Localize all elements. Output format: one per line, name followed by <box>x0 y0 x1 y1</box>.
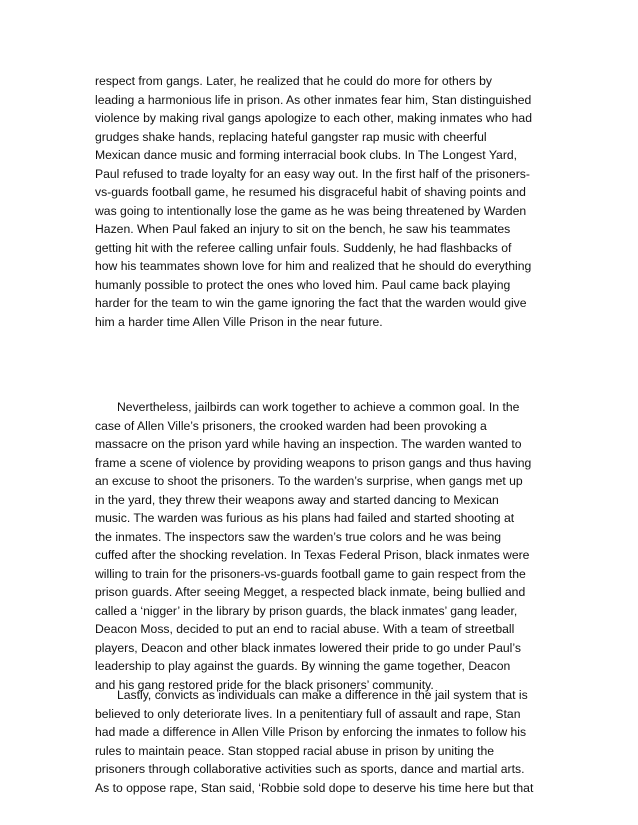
text-line: him a harder time Allen Ville Prison in the near future. <box>95 314 383 329</box>
text-line: music. The warden was furious as his plans had failed and started shooting at <box>95 511 515 525</box>
text-line: violence by making rival gangs apologize to each other, making inmates who had <box>95 111 532 125</box>
text-line: grudges shake hands, replacing hateful gangster rap music with cheerful <box>95 129 487 144</box>
text-line: As to oppose rape, Stan said, ‘Robbie sold dope to deserve his time here but that <box>95 780 534 795</box>
text-line: was going to intentionally lose the game as he was being threatened by Warden <box>95 203 527 218</box>
text-line: frame a scene of violence by providing weapons to prison gangs and thus having <box>95 455 532 470</box>
text-line: Paul refused to trade loyalty for an easy way out. In the first half of the prisoners- <box>95 166 530 181</box>
text-line: an excuse to shoot the prisoners. To the warden’s surprise, when gangs met up <box>95 474 523 488</box>
text-line: Lastly, convicts as individuals can make a difference in the jail system that is <box>117 688 528 702</box>
text-line: harder for the team to win the game ignoring the fact that the warden would give <box>95 296 527 310</box>
text-line: prisoners through collaborative activities such as sports, dance and martial arts. <box>95 762 525 776</box>
paragraph-1 <box>95 72 545 331</box>
text-line: massacre on the prison yard while having an inspection. The warden wanted to <box>95 437 522 451</box>
text-line: willing to train for the prisoners-vs-guards football game to gain respect from the <box>95 566 526 581</box>
text-line: players, Deacon and other black inmates lowered their pride to go under Paul’s <box>95 640 521 655</box>
text-line: leadership to play against the guards. By winning the game together, Deacon <box>95 659 511 673</box>
text-line: called a ‘nigger’ in the library by prison guards, the black inmates’ gang leader, <box>95 603 518 618</box>
text-line: had made a difference in Allen Ville Prison by enforcing the inmates to follow his <box>95 725 527 739</box>
text-line: Nevertheless, jailbirds can work together to achieve a common goal. In the <box>117 400 520 414</box>
text-line: in the yard, they threw their weapons away and started dancing to Mexican <box>95 492 499 507</box>
text-line: rules to maintain peace. Stan stopped racial abuse in prison by uniting the <box>95 743 495 758</box>
text-line: Hazen. When Paul faked an injury to sit on the bench, he saw his teammates <box>95 222 511 236</box>
text-line: how his teammates shown love for him and realized that he should do everything <box>95 259 532 273</box>
text-line: Mexican dance music and forming interracial book clubs. In The Longest Yard, <box>95 148 518 162</box>
text-line: believed to only deteriorate lives. In a penitentiary full of assault and rape, Stan <box>95 706 521 721</box>
text-line: getting hit with the referee calling unfair fouls. Suddenly, he had flashbacks of <box>95 240 512 255</box>
paragraph-3 <box>95 686 545 797</box>
text-line: and his gang restored pride for the black prisoners’ community. <box>95 677 434 692</box>
text-line: respect from gangs. Later, he realized that he could do more for others by <box>95 74 492 88</box>
text-line: cuffed after the shocking revelation. In Texas Federal Prison, black inmates were <box>95 548 530 562</box>
text-line: humanly possible to protect the ones who loved him. Paul came back playing <box>95 277 511 292</box>
text-line: Deacon Moss, decided to put an end to racial abuse. With a team of streetball <box>95 622 515 636</box>
text-line: case of Allen Ville’s prisoners, the crooked warden had been provoking a <box>95 418 487 433</box>
paragraph-2 <box>95 398 545 694</box>
text-line: leading a harmonious life in prison. As other inmates fear him, Stan distinguished <box>95 92 532 107</box>
text-line: prison guards. After seeing Megget, a respected black inmate, being bullied and <box>95 585 526 599</box>
text-line: vs-guards football game, he resumed his disgraceful habit of shaving points and <box>95 185 526 199</box>
text-line: the inmates. The inspectors saw the warden’s true colors and he was being <box>95 529 502 544</box>
